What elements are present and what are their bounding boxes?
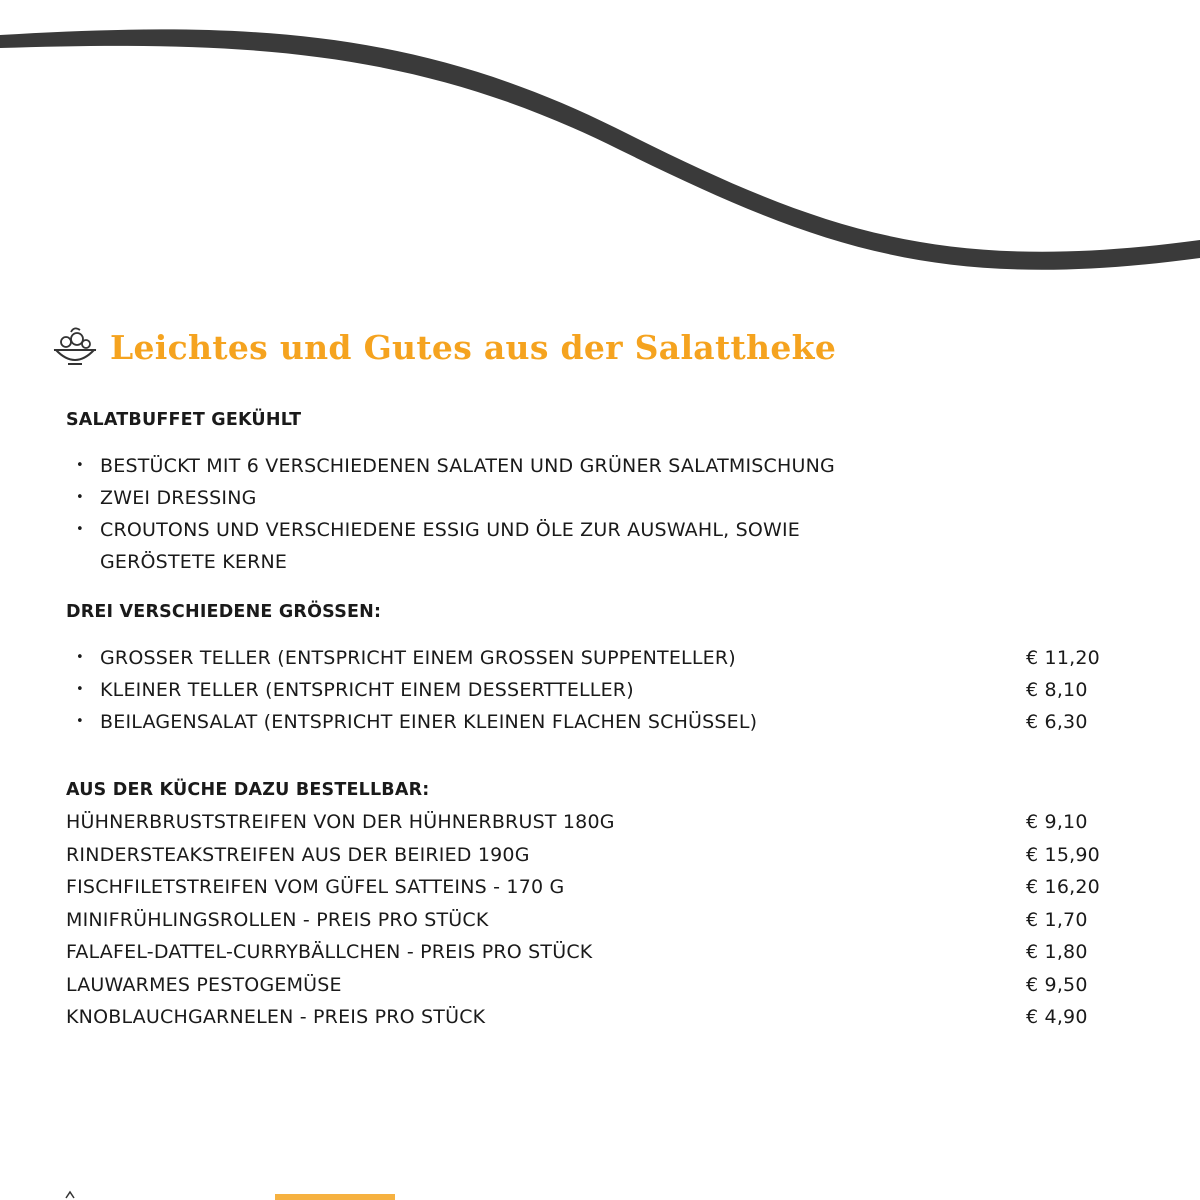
list-item: [66, 904, 1106, 937]
next-section-peek: [60, 1188, 460, 1200]
item-label: • BEILAGENSALAT (ENTSPRICHT EINER KLEINEN FLACHEN SCHÜSSEL): [100, 711, 758, 733]
item-label: HÜHNERBRUSTSTREIFEN VON DER HÜHNERBRUST 180G: [66, 811, 615, 833]
decorative-swoosh: [0, 0, 1200, 300]
extras-section: [66, 780, 1106, 1034]
list-item: [66, 1001, 1106, 1034]
extras-heading: AUS DER KÜCHE DAZU BESTELLBAR:: [66, 780, 430, 800]
list-item: [66, 936, 1106, 969]
list-item: [66, 871, 1106, 904]
list-item: [66, 839, 1106, 872]
item-label: FALAFEL-DATTEL-CURRYBÄLLCHEN - PREIS PRO STÜCK: [66, 941, 593, 963]
item-label: FISCHFILETSTREIFEN VOM GÜFEL SATTEINS - 170 G: [66, 876, 565, 898]
item-price: € 4,90: [1026, 1006, 1088, 1028]
item-text: • BESTÜCKT MIT 6 VERSCHIEDENEN SALATEN UND GRÜNER SALATMISCHUNG: [100, 455, 835, 477]
list-item: [66, 450, 1106, 482]
item-price: € 11,20: [1026, 647, 1100, 669]
item-price: € 9,10: [1026, 811, 1088, 833]
section-header: [50, 322, 836, 372]
item-text: • ZWEI DRESSING: [100, 487, 257, 509]
list-item: [66, 969, 1106, 1002]
extras-list: [66, 806, 1106, 1034]
list-item: [66, 674, 1106, 706]
item-price: € 8,10: [1026, 679, 1088, 701]
list-item: [66, 806, 1106, 839]
sizes-heading: DREI VERSCHIEDENE GRÖSSEN:: [66, 602, 382, 622]
sizes-section: [66, 602, 1106, 738]
buffet-list: [66, 450, 1106, 578]
item-text: • CROUTONS UND VERSCHIEDENE ESSIG UND ÖLE ZUR AUSWAHL, SOWIE GERÖSTETE KERNE: [100, 519, 801, 573]
item-price: € 16,20: [1026, 876, 1100, 898]
item-label: • KLEINER TELLER (ENTSPRICHT EINEM DESSERTTELLER): [100, 679, 634, 701]
item-label: LAUWARMES PESTOGEMÜSE: [66, 973, 342, 996]
list-item: [66, 482, 1106, 514]
list-item: [66, 706, 1106, 738]
section-title: Leichtes und Gutes aus der Salattheke: [110, 327, 837, 367]
item-label: KNOBLAUCHGARNELEN - PREIS PRO STÜCK: [66, 1006, 486, 1028]
item-price: € 9,50: [1026, 973, 1088, 996]
item-label: MINIFRÜHLINGSROLLEN - PREIS PRO STÜCK: [66, 908, 489, 931]
sizes-list: [66, 642, 1106, 738]
buffet-section: [66, 410, 1106, 578]
item-label: • GROSSER TELLER (ENTSPRICHT EINEM GROSSEN SUPPENTELLER): [100, 647, 736, 669]
item-label: RINDERSTEAKSTREIFEN AUS DER BEIRIED 190G: [66, 843, 530, 866]
list-item: [66, 514, 1106, 578]
item-price: € 1,70: [1026, 908, 1088, 931]
item-price: € 6,30: [1026, 711, 1088, 733]
buffet-heading: SALATBUFFET GEKÜHLT: [66, 410, 302, 430]
salad-bowl-icon: [50, 322, 100, 372]
item-price: € 1,80: [1026, 941, 1088, 963]
list-item: [66, 642, 1106, 674]
item-price: € 15,90: [1026, 843, 1100, 866]
